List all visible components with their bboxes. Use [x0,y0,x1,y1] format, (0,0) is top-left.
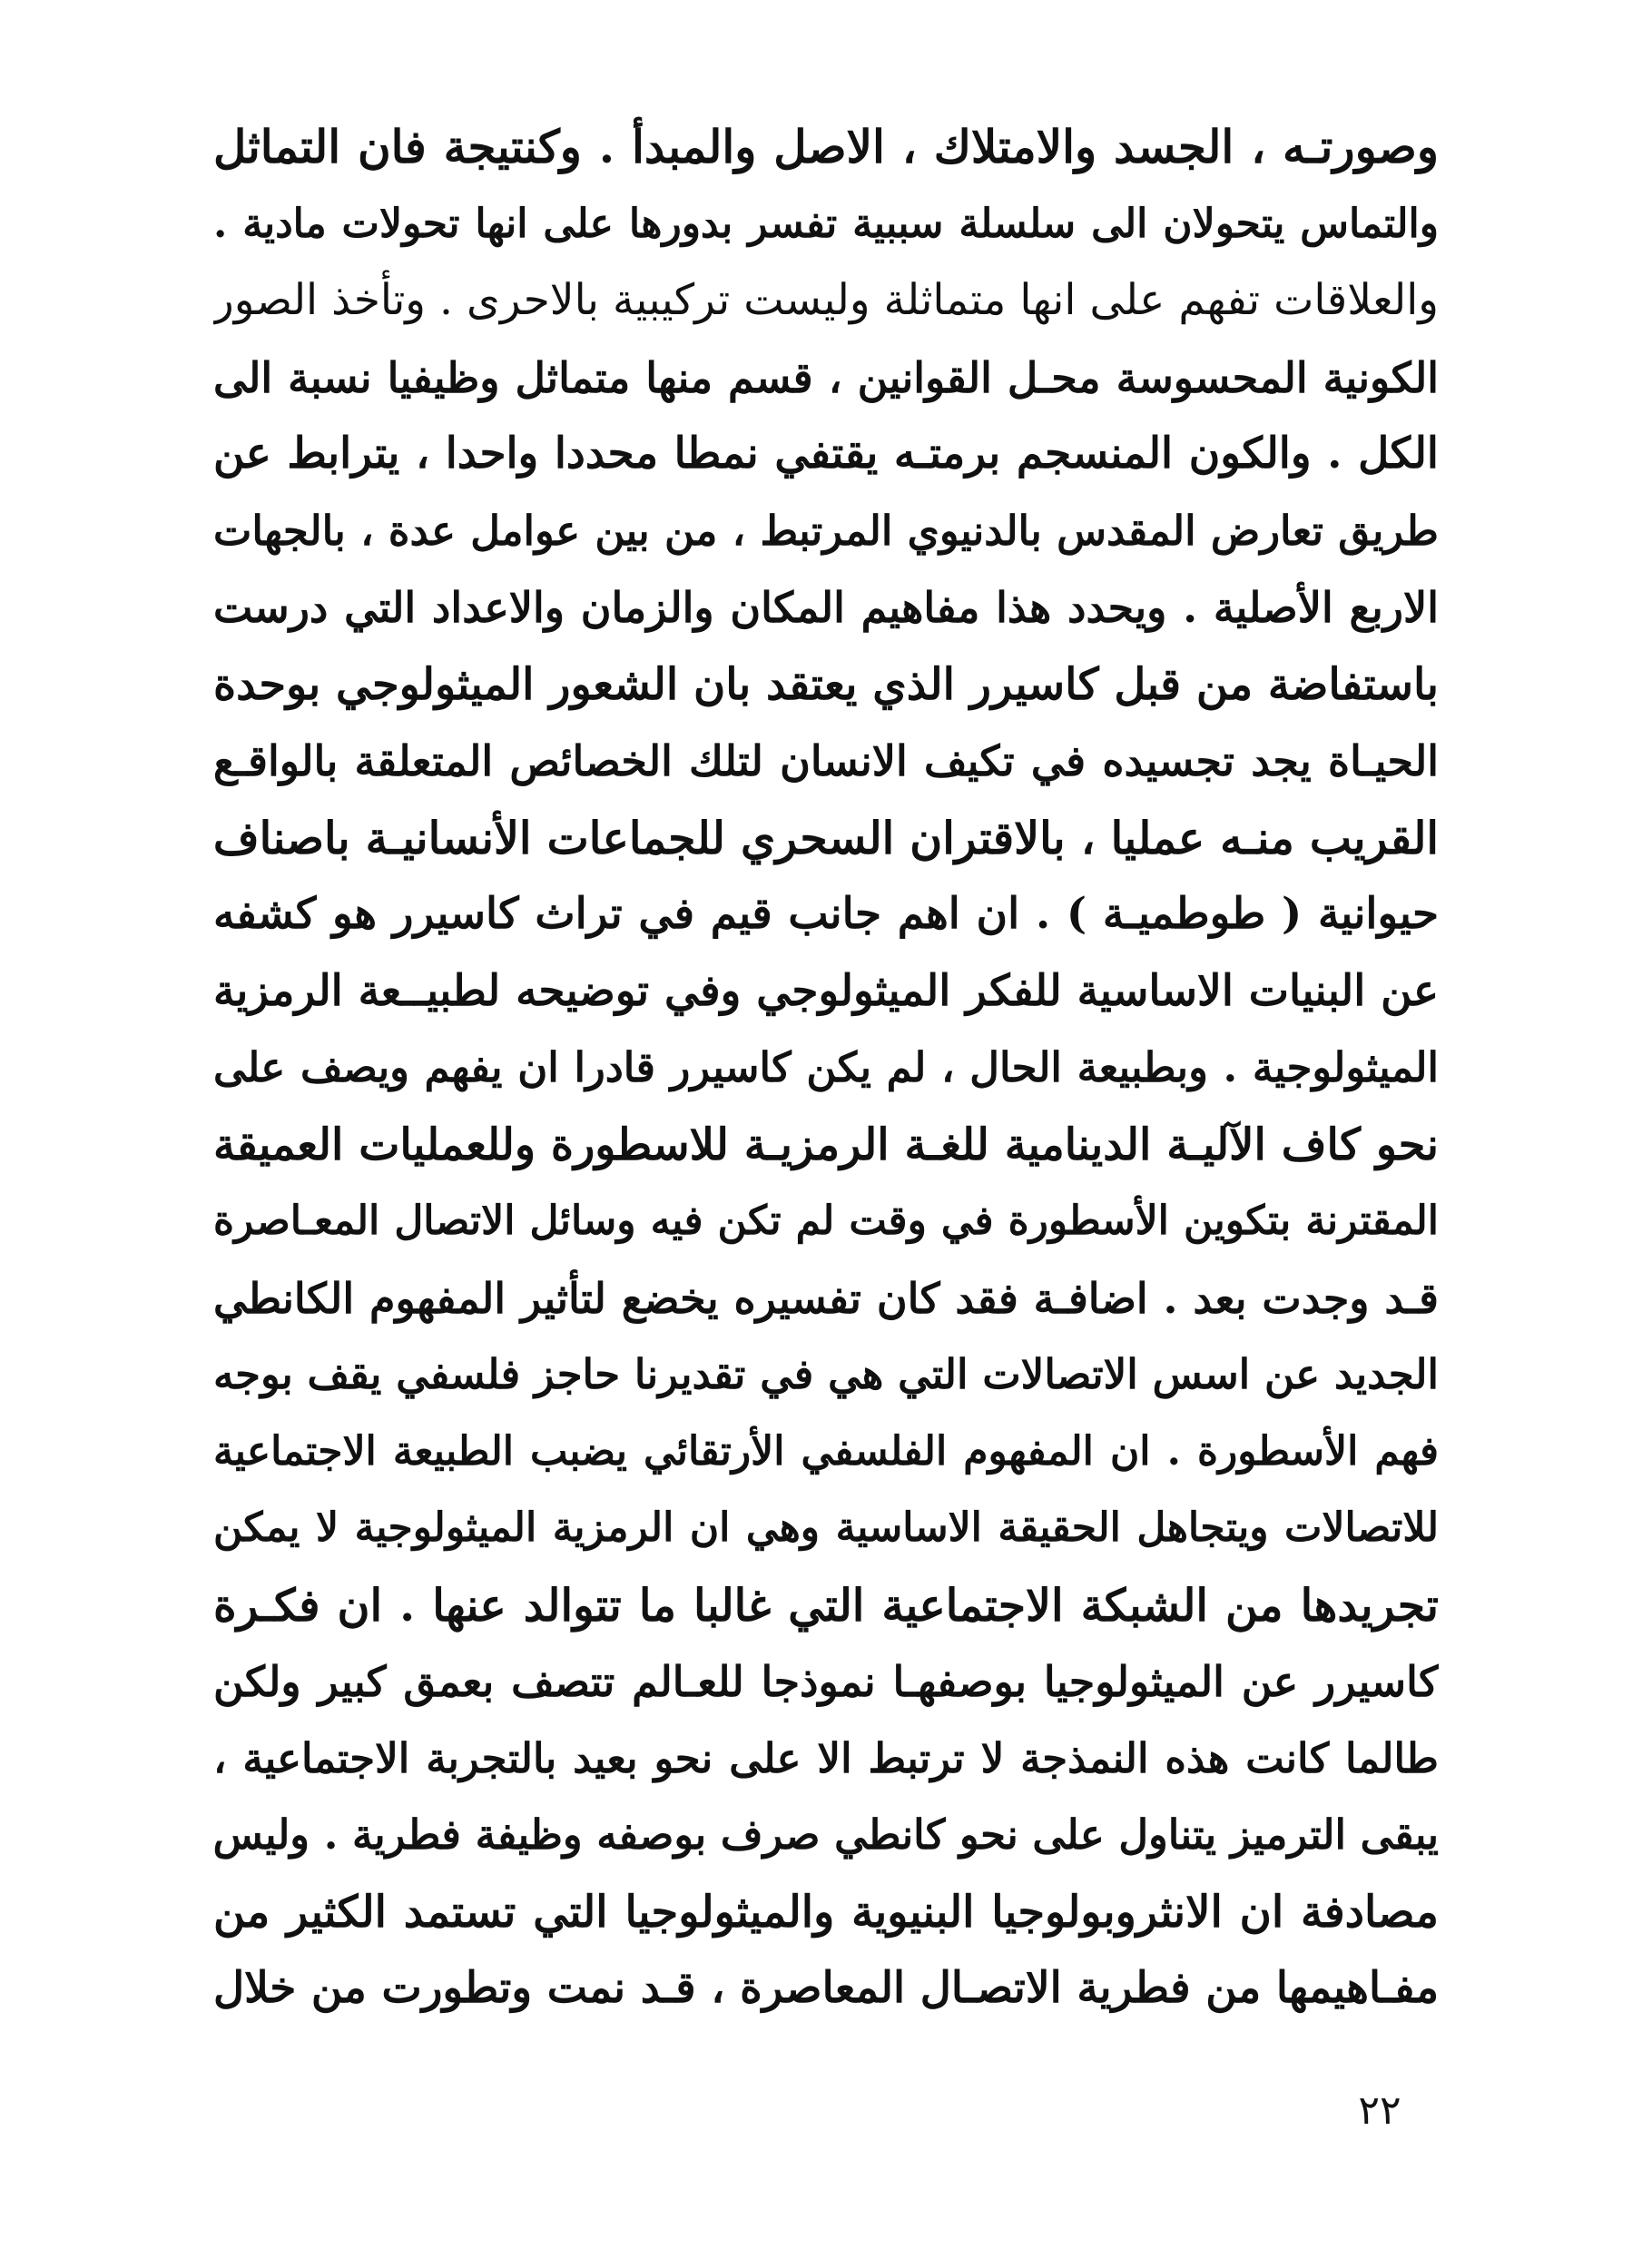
text-line: الكونية المحسوسة محـل القوانين ، قسم منها متماثل وظيفيا نسبة الى [213,352,1439,402]
text-line: يبقى الترميز يتناول على نحو كانطي صرف بوصفه وظيفة فطرية . وليس [213,1810,1439,1859]
text-line: الجديد عن اسس الاتصالات التي هي في تقديرنا حاجز فلسفي يقف بوجه [213,1350,1439,1398]
text-line: المقترنة بتكوين الأسطورة في وقت لم تكن فيه وسائل الاتصال المعـاصرة [213,1198,1439,1244]
text-line: باستفاضة من قبل كاسيرر الذي يعتقد بان الشعور الميثولوجي بوحدة [213,658,1439,710]
text-line: الميثولوجية . وبطبيعة الحال ، لم يكن كاسيرر قادرا ان يفهم ويصف على [213,1043,1439,1091]
text-line: عن البنيات الاساسية للفكر الميثولوجي وفي توضيحه لطبيــعة الرمزية [213,965,1439,1016]
text-line: كاسيرر عن الميثولوجيا بوصفهـا نموذجا للعـالم تتصف بعمق كبير ولكن [213,1657,1439,1706]
text-line: وصورتـه ، الجسد والامتلاك ، الاصل والمبدأ . وكنتيجة فان التماثل [213,120,1439,173]
text-line: تجريدها من الشبكة الاجتماعية التي غالبا ما تتوالد عنها . ان فكـرة [213,1578,1439,1632]
text-line: والعلاقات تفهم على انها متماثلة وليست تركيبية بالاحرى . وتأخذ الصور [213,275,1439,325]
text-line: القريب منـه عمليا ، بالاقتران السحري للجماعات الأنسانيـة باصناف [213,811,1439,864]
text-line: طالما كانت هذه النمذجة لا ترتبط الا على نحو بعيد بالتجربة الاجتماعية ، [213,1733,1439,1782]
text-line: مفـاهيمها من فطرية الاتصـال المعاصرة ، قـد نمت وتطورت من خلال [213,1963,1439,2013]
text-line: للاتصالات ويتجاهل الحقيقة الاساسية وهي ان الرمزية الميثولوجية لا يمكن [213,1504,1439,1551]
text-line: قـد وجدت بعد . اضافـة فقد كان تفسيره يخضع لتأثير المفهوم الكانطي [213,1273,1439,1323]
body-text [213,109,1439,2027]
text-line: الاربع الأصلية . ويحدد هذا مفاهيم المكان والزمان والاعداد التي درست [213,583,1439,632]
text-line: حيوانية ( طوطميـة ) . ان اهم جانب قيم في تراث كاسيرر هو كشفه [213,889,1439,939]
text-line: نحو كاف الآليـة الدينامية للغـة الرمزيـة للاسطورة وللعمليات العميقة [213,1119,1439,1170]
page-number: ٢٢ [1358,2087,1401,2134]
text-line: طريق تعارض المقدس بالدنيوي المرتبط ، من بين عوامل عدة ، بالجهات [213,506,1439,555]
text-line: مصادفة ان الانثروبولوجيا البنيوية والميثولوجيا التي تستمد الكثير من [213,1886,1439,1938]
text-line: فهم الأسطورة . ان المفهوم الفلسفي الأرتقائي يضبب الطبيعة الاجتماعية [213,1427,1439,1475]
text-line: الكل . والكون المنسجم برمتـه يقتفي نمطا محددا واحدا ، يترابط عن [213,429,1439,478]
text-line: والتماس يتحولان الى سلسلة سببية تفسر بدورها على انها تحولات مادية . [213,200,1439,247]
text-line: الحيـاة يجد تجسيده في تكيف الانسان لتلك الخصائص المتعلقة بالواقـع [213,736,1439,785]
